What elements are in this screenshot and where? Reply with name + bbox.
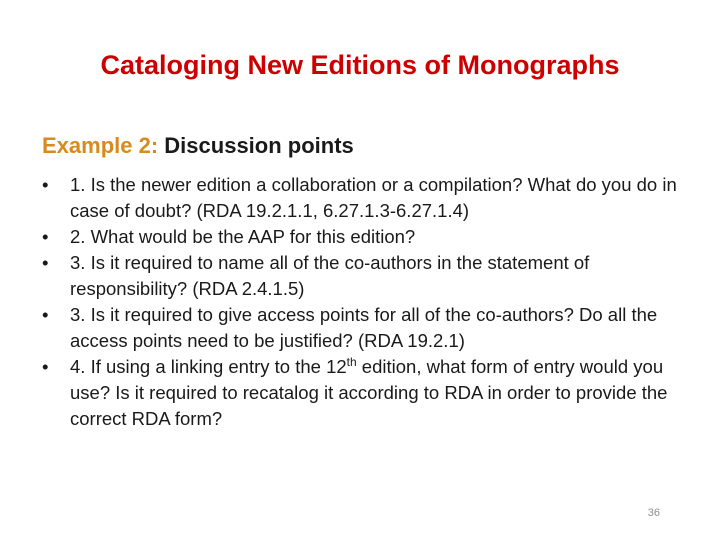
subheading bbox=[42, 133, 354, 159]
list-item-text: 3. Is it required to name all of the co-authors in the statement of responsibility? (RDA 2.4.1.5) bbox=[70, 252, 590, 299]
list-item-text: 2. What would be the AAP for this edition? bbox=[70, 226, 416, 247]
bullet-icon: • bbox=[42, 226, 49, 247]
ordinal-superscript: th bbox=[346, 354, 357, 369]
list-item-text: 3. Is it required to give access points for all of the co-authors? Do all the access points need to be justified? (RDA 19.2.1) bbox=[70, 304, 658, 351]
list-item-text-before: 4. If using a linking entry to the 12 bbox=[70, 356, 347, 377]
page-number: 36 bbox=[647, 507, 660, 519]
bullet-icon: • bbox=[42, 252, 49, 273]
bullet-icon: • bbox=[42, 304, 49, 325]
discussion-points-list bbox=[42, 172, 692, 432]
list-item bbox=[42, 224, 692, 250]
bullet-icon: • bbox=[42, 356, 49, 377]
list-item-text: 1. Is the newer edition a collaboration or a compilation? What do you do in case of doubt? (RDA 19.2.1.1, 6.27.1.3-6.27.1.4) bbox=[70, 174, 677, 221]
list-item bbox=[42, 172, 692, 224]
subheading-text: Discussion points bbox=[164, 133, 354, 158]
list-item bbox=[42, 354, 692, 432]
list-item bbox=[42, 302, 692, 354]
subheading-label: Example 2: bbox=[42, 133, 159, 158]
bullet-icon: • bbox=[42, 174, 49, 195]
list-item-text-after: edition, what form of entry would you use? Is it required to recatalog it according to RDA in order to provide the correct RDA form? bbox=[70, 356, 668, 429]
slide-title: Cataloging New Editions of Monographs bbox=[100, 50, 620, 80]
list-item-text bbox=[70, 356, 667, 429]
list-item bbox=[42, 250, 692, 302]
